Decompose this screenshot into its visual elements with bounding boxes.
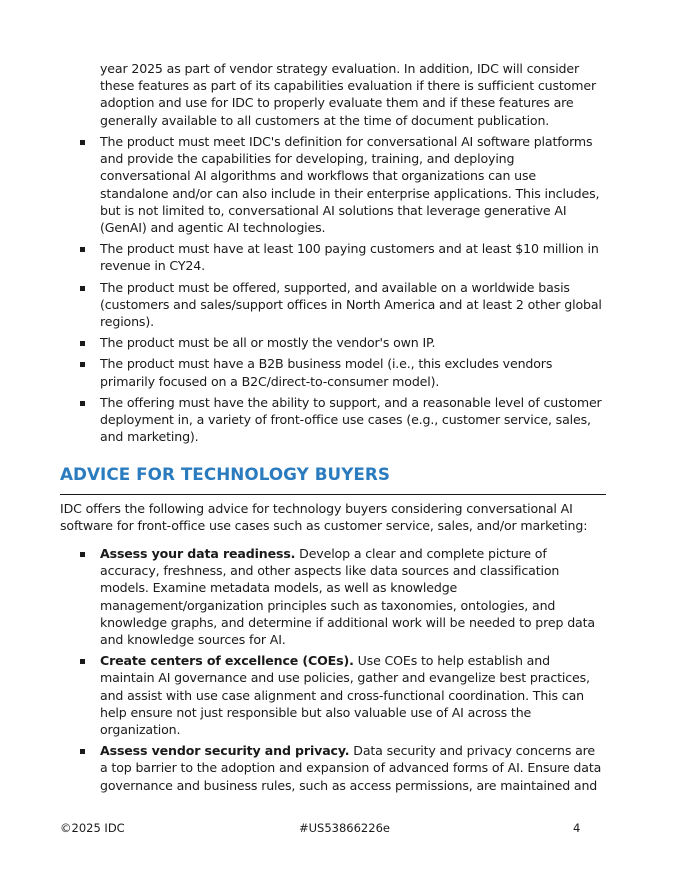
intro-paragraph: IDC offers the following advice for technology buyers considering conversational AI software for front-office use cases such as customer service, sales, and/or marketing: (60, 501, 588, 534)
footer-page-number: 4 (573, 821, 581, 835)
advice-item-body: Develop a clear and complete picture of accuracy, freshness, and other aspects like data sources and classification models. Examine metadata models, as well as knowledge management/organization principles such as taxonomies, ontologies, and knowledge graphs, and determine if additional work will be needed to prep data and knowledge sources for AI. (100, 546, 595, 648)
section-heading: ADVICE FOR TECHNOLOGY BUYERS (60, 464, 391, 484)
square-bullet-icon (80, 140, 85, 145)
advice-item-title: Create centers of excellence (COEs). (100, 653, 354, 669)
footer-document-id: #US53866226e (299, 821, 390, 835)
list-item: The product must meet IDC's definition for conversational AI software platforms and provide the capabilities for developing, training, and deploying conversational AI algorithms and workflows that organizations can use standalone and/or can also include in their enterprise applications. This includes, but is not limited to, conversational AI solutions that leverage generative AI (GenAI) and agentic AI technologies. (60, 133, 606, 236)
list-item: The product must be offered, supported, and available on a worldwide basis (customers and sales/support offices in North America and at least 2 other global regions). (60, 279, 606, 331)
square-bullet-icon (80, 401, 85, 406)
square-bullet-icon (80, 749, 85, 754)
square-bullet-icon (80, 362, 85, 367)
advice-list (60, 545, 606, 798)
square-bullet-icon (80, 552, 85, 557)
square-bullet-icon (80, 341, 85, 346)
list-item: The product must be all or mostly the vendor's own IP. (60, 334, 606, 351)
list-item (60, 652, 606, 738)
list-item (60, 742, 606, 794)
advice-item-title: Assess your data readiness. (100, 546, 296, 561)
list-item: The offering must have the ability to support, and a reasonable level of customer deployment in, a variety of front-office use cases (e.g., customer service, sales, and marketing). (60, 394, 606, 446)
list-item: The product must have at least 100 paying customers and at least $10 million in revenue in CY24. (60, 240, 606, 274)
footer-copyright: ©2025 IDC (60, 821, 125, 835)
advice-item-body: Use COEs to help establish and maintain AI governance and use policies, gather and evangelize best practices, and assist with use case alignment and cross-functional coordination. This can help ensure not just responsible but also valuable use of AI across the organization. (100, 653, 590, 738)
square-bullet-icon (80, 286, 85, 291)
criteria-list (60, 133, 606, 449)
list-item (60, 545, 606, 648)
square-bullet-icon (80, 247, 85, 252)
square-bullet-icon (80, 659, 85, 664)
list-item: The product must have a B2B business model (i.e., this excludes vendors primarily focused on a B2C/direct-to-consumer model). (60, 355, 606, 389)
advice-item-body: Data security and privacy concerns are a top barrier to the adoption and expansion of advanced forms of AI. Ensure data governance and business rules, such as access permissions, are maintained and (100, 743, 602, 793)
advice-item-title: Assess vendor security and privacy. (100, 743, 350, 759)
continued-paragraph: year 2025 as part of vendor strategy evaluation. In addition, IDC will consider these features as part of its capabilities evaluation if there is sufficient customer adoption and use for IDC to properly evaluate them and if these features are generally available to all customers at the time of document publication. (100, 61, 596, 128)
heading-divider (60, 494, 606, 495)
